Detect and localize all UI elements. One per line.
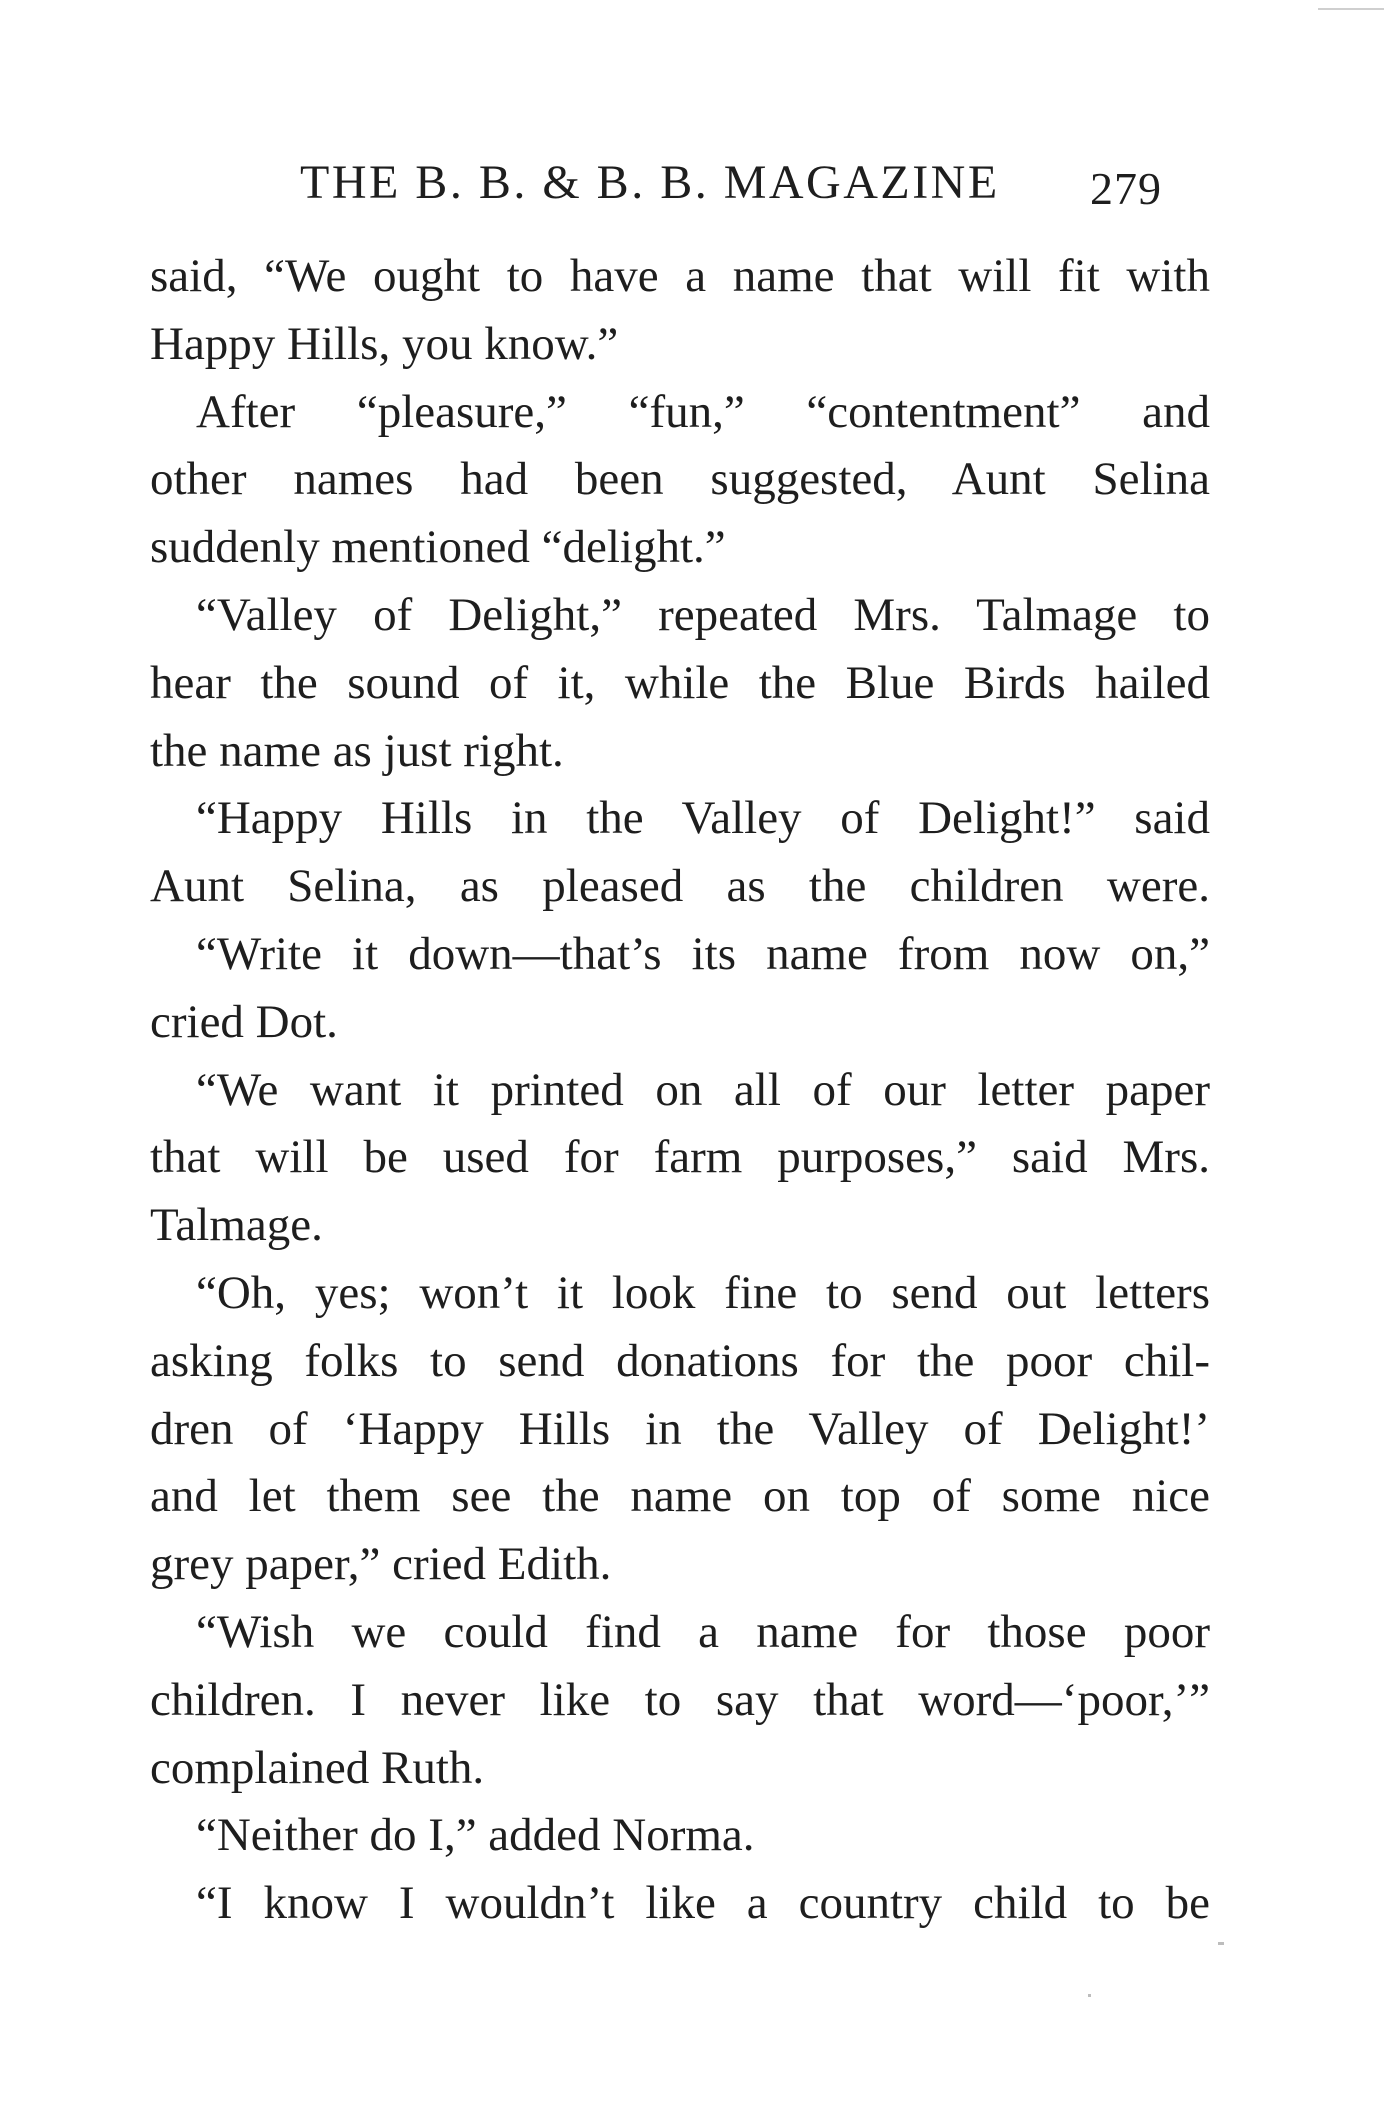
scan-speck — [1218, 1942, 1224, 1945]
text-line: complained Ruth. — [150, 1741, 485, 1794]
text-line: Aunt Selina, as pleased as the children were. — [150, 860, 1210, 913]
page-edge-rule — [1318, 8, 1384, 10]
text-line: said, “We ought to have a name that will fit with — [150, 250, 1210, 302]
text-line: Happy Hills, you know.” — [150, 317, 619, 370]
text-line: “Wish we could find a name for those poor — [196, 1605, 1210, 1658]
text-line: “I know I wouldn’t like a country child to be — [196, 1877, 1210, 1930]
text-line: “Happy Hills in the Valley of Delight!” said — [196, 792, 1210, 845]
text-line: suddenly mentioned “delight.” — [150, 521, 726, 574]
text-line: “Oh, yes; won’t it look fine to send out letters — [196, 1266, 1210, 1319]
text-line: and let them see the name on top of some nice — [150, 1470, 1210, 1523]
text-line: hear the sound of it, while the Blue Birds hailed — [150, 656, 1210, 709]
text-line: After “pleasure,” “fun,” “contentment” and — [196, 385, 1210, 438]
page-number: 279 — [1090, 163, 1162, 214]
text-line: other names had been suggested, Aunt Selina — [150, 453, 1210, 506]
body-text — [150, 243, 1210, 1938]
text-line: children. I never like to say that word—‘poor,’” — [150, 1673, 1210, 1726]
text-line: “Neither do I,” added Norma. — [196, 1809, 755, 1862]
scan-speck — [1088, 1994, 1091, 1997]
text-line: that will be used for farm purposes,” said Mrs. — [150, 1131, 1210, 1184]
text-line: “Valley of Delight,” repeated Mrs. Talmage to — [196, 588, 1210, 641]
page-header — [150, 148, 1210, 218]
text-line: grey paper,” cried Edith. — [150, 1538, 612, 1591]
text-line: asking folks to send donations for the poor chil- — [150, 1334, 1210, 1387]
text-line: cried Dot. — [150, 995, 338, 1048]
text-line: “Write it down—that’s its name from now on,” — [196, 927, 1210, 980]
text-line: Talmage. — [150, 1199, 323, 1252]
text-line: the name as just right. — [150, 724, 564, 777]
text-line: “We want it printed on all of our letter paper — [196, 1063, 1210, 1116]
text-line: dren of ‘Happy Hills in the Valley of Delight!’ — [150, 1402, 1210, 1455]
running-title: THE B. B. & B. B. MAGAZINE — [300, 156, 1000, 209]
